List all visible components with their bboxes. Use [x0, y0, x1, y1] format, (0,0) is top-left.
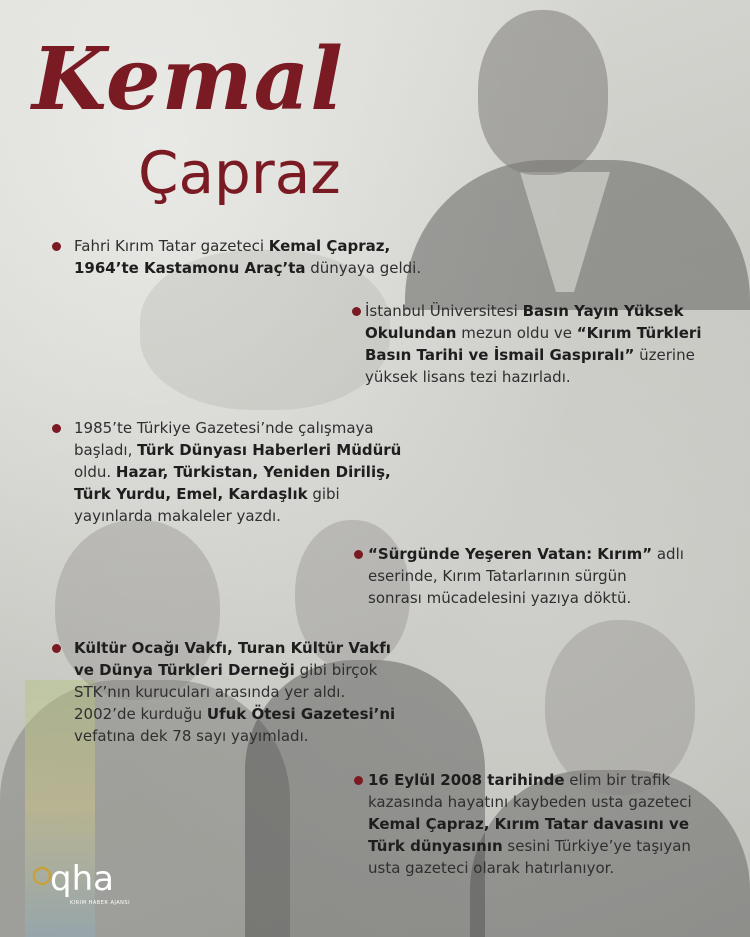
logo-mark-icon: [34, 868, 50, 884]
bio-bold: Türk Yurdu, Emel, Kardaşlık: [74, 485, 308, 503]
bio-text: yayınlarda makaleler yazdı.: [74, 507, 281, 525]
bio-text: İstanbul Üniversitesi: [365, 302, 523, 320]
bio-text: STK’nın kurucuları arasında yer aldı.: [74, 683, 346, 701]
bio-item-birth: [74, 235, 454, 279]
logo-tagline: KIRIM HABER AJANSI: [70, 900, 131, 906]
portrait-head: [478, 10, 608, 175]
bio-bold: Ufuk Ötesi Gazetesi’ni: [206, 705, 396, 723]
bullet-dot: [52, 644, 61, 653]
qha-logo: [30, 852, 160, 912]
bio-text: vefatına dek 78 sayı yayımladı.: [74, 727, 309, 745]
bio-item-career: [74, 417, 444, 527]
bio-text: Fahri Kırım Tatar gazeteci: [74, 237, 269, 255]
bio-bold: Basın Yayın Yüksek: [522, 302, 684, 320]
bio-bold: “Sürgünde Yeşeren Vatan: Kırım”: [368, 545, 653, 563]
bio-text: 2002’de kurduğu: [74, 705, 207, 723]
bio-item-book: [368, 543, 728, 609]
bio-bold: Hazar, Türkistan, Yeniden Diriliş,: [115, 463, 391, 481]
bio-text: oldu.: [74, 463, 116, 481]
bio-bold: Okulundan: [365, 324, 457, 342]
bio-text: sonrası mücadelesini yazıya döktü.: [368, 589, 632, 607]
bio-text: kazasında hayatını kaybeden usta gazeteci: [368, 793, 692, 811]
bio-bold: Türk Dünyası Haberleri Müdürü: [137, 441, 402, 459]
logo-text: qha: [50, 859, 114, 899]
bio-item-education: [365, 300, 740, 388]
bio-bold: 16 Eylül 2008 tarihinde: [368, 771, 565, 789]
bio-text: gibi birçok: [294, 661, 378, 679]
bio-text: gibi: [307, 485, 340, 503]
bio-bold: 1964’te Kastamonu Araç’ta: [74, 259, 306, 277]
bio-item-foundations: [74, 637, 444, 747]
title-first-name: Kemal: [32, 29, 344, 130]
bio-text: eserinde, Kırım Tatarlarının sürgün: [368, 567, 627, 585]
bio-text: yüksek lisans tezi hazırladı.: [365, 368, 571, 386]
bullet-dot: [352, 307, 361, 316]
bio-text: usta gazeteci olarak hatırlanıyor.: [368, 859, 615, 877]
bio-text: başladı,: [74, 441, 138, 459]
bio-bold: ve Dünya Türkleri Derneği: [74, 661, 295, 679]
title-last-name: Çapraz: [138, 139, 341, 207]
bullet-dot: [354, 776, 363, 785]
bio-text: üzerine: [634, 346, 695, 364]
bio-bold: Kemal Çapraz, Kırım Tatar davasını ve: [368, 815, 689, 833]
bio-text: dünyaya geldi.: [305, 259, 422, 277]
bullet-dot: [354, 550, 363, 559]
bio-text: elim bir trafik: [564, 771, 671, 789]
bullet-dot: [52, 424, 61, 433]
bio-bold: Kültür Ocağı Vakfı, Turan Kültür Vakfı: [74, 639, 391, 657]
bio-text: mezun oldu ve: [456, 324, 577, 342]
bio-bold: Kemal Çapraz,: [268, 237, 391, 255]
bio-text: sesini Türkiye’ye taşıyan: [502, 837, 691, 855]
bio-text: adlı: [652, 545, 684, 563]
bullet-dot: [52, 242, 61, 251]
bio-bold: Türk dünyasının: [368, 837, 503, 855]
bio-bold: “Kırım Türkleri: [576, 324, 702, 342]
bio-bold: Basın Tarihi ve İsmail Gaspıralı”: [365, 346, 635, 364]
bio-text: 1985’te Türkiye Gazetesi’nde çalışmaya: [74, 419, 374, 437]
bio-item-death: [368, 769, 743, 879]
